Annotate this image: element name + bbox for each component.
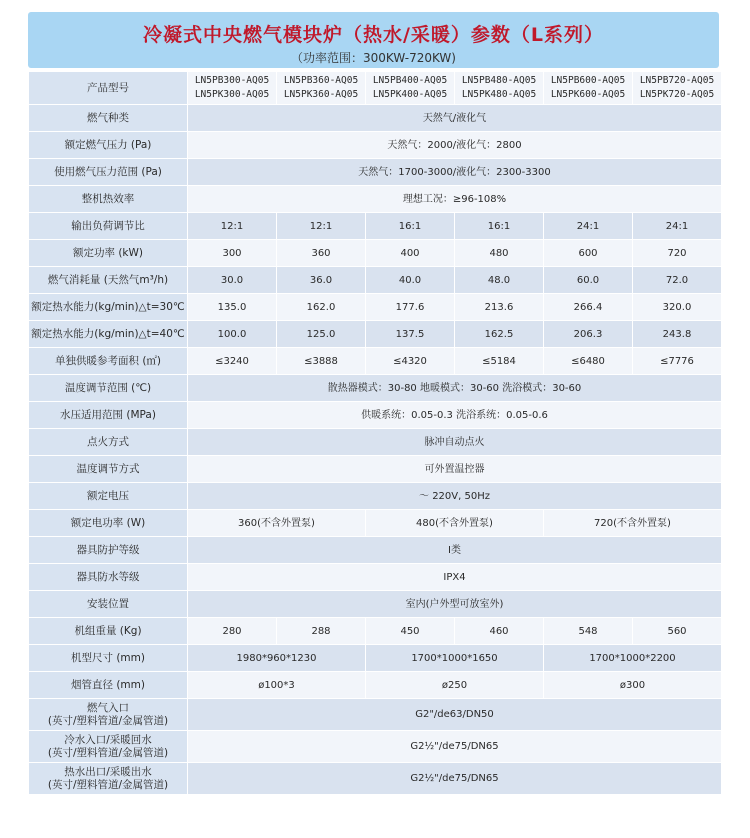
cell: 30.0 bbox=[188, 267, 277, 294]
cell: ø300 bbox=[544, 672, 722, 699]
cell: 320.0 bbox=[633, 294, 722, 321]
cell: 1700*1000*1650 bbox=[366, 645, 544, 672]
cell: 480 bbox=[455, 240, 544, 267]
cell: 供暖系统：0.05-0.3 洗浴系统：0.05-0.6 bbox=[188, 402, 722, 429]
title-banner bbox=[28, 12, 719, 68]
cell: ≤6480 bbox=[544, 348, 633, 375]
row-dimensions bbox=[29, 645, 722, 672]
row-label: 安装位置 bbox=[29, 591, 188, 618]
cell: 266.4 bbox=[544, 294, 633, 321]
row-label: 燃气入口 (英寸/塑料管道/金属管道) bbox=[29, 699, 188, 731]
cell: IPX4 bbox=[188, 564, 722, 591]
row-label: 烟管直径 (mm) bbox=[29, 672, 188, 699]
row-label: 额定热水能力(kg/min)△t=30℃ bbox=[29, 294, 188, 321]
row-electric-power bbox=[29, 510, 722, 537]
row-label: 额定热水能力(kg/min)△t=40℃ bbox=[29, 321, 188, 348]
cell: 24:1 bbox=[544, 213, 633, 240]
cell: 560 bbox=[633, 618, 722, 645]
cell: 600 bbox=[544, 240, 633, 267]
cell: 100.0 bbox=[188, 321, 277, 348]
cell: 280 bbox=[188, 618, 277, 645]
row-label: 机型尺寸 (mm) bbox=[29, 645, 188, 672]
row-power bbox=[29, 240, 722, 267]
cell: 天然气：1700-3000/液化气：2300-3300 bbox=[188, 159, 722, 186]
cell: LN5PB300-AQ05 LN5PK300-AQ05 bbox=[188, 72, 277, 105]
cell: 213.6 bbox=[455, 294, 544, 321]
row-label: 单独供暖参考面积 (㎡) bbox=[29, 348, 188, 375]
row-voltage bbox=[29, 483, 722, 510]
row-temp-range bbox=[29, 375, 722, 402]
row-label: 冷水入口/采暖回水 (英寸/塑料管道/金属管道) bbox=[29, 731, 188, 763]
cell: ≤4320 bbox=[366, 348, 455, 375]
row-turndown bbox=[29, 213, 722, 240]
row-label: 输出负荷调节比 bbox=[29, 213, 188, 240]
row-label: 整机热效率 bbox=[29, 186, 188, 213]
row-label: 水压适用范围 (MPa) bbox=[29, 402, 188, 429]
cell: 125.0 bbox=[277, 321, 366, 348]
row-label: 点火方式 bbox=[29, 429, 188, 456]
row-weight bbox=[29, 618, 722, 645]
row-label: 机组重量 (Kg) bbox=[29, 618, 188, 645]
cell: 理想工况：≥96-108% bbox=[188, 186, 722, 213]
cell: ≤5184 bbox=[455, 348, 544, 375]
row-flue bbox=[29, 672, 722, 699]
row-cold-inlet bbox=[29, 731, 722, 763]
cell: ～ 220V, 50Hz bbox=[188, 483, 722, 510]
cell: 散热器模式：30-80 地暖模式：30-60 洗浴模式：30-60 bbox=[188, 375, 722, 402]
cell: 60.0 bbox=[544, 267, 633, 294]
cell: 天然气：2000/液化气：2800 bbox=[188, 132, 722, 159]
cell: 360 bbox=[277, 240, 366, 267]
cell: ø250 bbox=[366, 672, 544, 699]
cell: 206.3 bbox=[544, 321, 633, 348]
cell: 24:1 bbox=[633, 213, 722, 240]
spec-table bbox=[28, 71, 722, 795]
row-label: 燃气种类 bbox=[29, 105, 188, 132]
row-label: 热水出口/采暖出水 (英寸/塑料管道/金属管道) bbox=[29, 763, 188, 795]
row-label: 温度调节方式 bbox=[29, 456, 188, 483]
cell: ≤3888 bbox=[277, 348, 366, 375]
cell: LN5PB600-AQ05 LN5PK600-AQ05 bbox=[544, 72, 633, 105]
row-heating-area bbox=[29, 348, 722, 375]
row-pressure-range bbox=[29, 159, 722, 186]
page-title: 冷凝式中央燃气模块炉（热水/采暖）参数（L系列） bbox=[142, 24, 605, 46]
row-label: 额定功率 (kW) bbox=[29, 240, 188, 267]
cell: 48.0 bbox=[455, 267, 544, 294]
row-ignition bbox=[29, 429, 722, 456]
cell: 243.8 bbox=[633, 321, 722, 348]
cell: ø100*3 bbox=[188, 672, 366, 699]
row-hot-outlet bbox=[29, 763, 722, 795]
row-gas-inlet bbox=[29, 699, 722, 731]
row-protection bbox=[29, 537, 722, 564]
cell: 可外置温控器 bbox=[188, 456, 722, 483]
cell: ≤7776 bbox=[633, 348, 722, 375]
row-hot-water-40 bbox=[29, 321, 722, 348]
cell: 1700*1000*2200 bbox=[544, 645, 722, 672]
cell: 天然气/液化气 bbox=[188, 105, 722, 132]
row-label: 器具防水等级 bbox=[29, 564, 188, 591]
cell: 137.5 bbox=[366, 321, 455, 348]
cell: 450 bbox=[366, 618, 455, 645]
cell: I类 bbox=[188, 537, 722, 564]
cell: 72.0 bbox=[633, 267, 722, 294]
cell: 720 bbox=[633, 240, 722, 267]
cell: LN5PB480-AQ05 LN5PK480-AQ05 bbox=[455, 72, 544, 105]
cell: 288 bbox=[277, 618, 366, 645]
cell: LN5PB360-AQ05 LN5PK360-AQ05 bbox=[277, 72, 366, 105]
row-label: 额定电压 bbox=[29, 483, 188, 510]
cell: 135.0 bbox=[188, 294, 277, 321]
cell: 1980*960*1230 bbox=[188, 645, 366, 672]
cell: LN5PB400-AQ05 LN5PK400-AQ05 bbox=[366, 72, 455, 105]
row-water-pressure bbox=[29, 402, 722, 429]
cell: 177.6 bbox=[366, 294, 455, 321]
page-subtitle: （功率范围：300KW-720KW) bbox=[291, 51, 456, 65]
cell: 400 bbox=[366, 240, 455, 267]
row-efficiency bbox=[29, 186, 722, 213]
row-rated-pressure bbox=[29, 132, 722, 159]
row-label: 额定燃气压力 (Pa) bbox=[29, 132, 188, 159]
cell: 300 bbox=[188, 240, 277, 267]
cell: 460 bbox=[455, 618, 544, 645]
row-label: 温度调节范围 (℃) bbox=[29, 375, 188, 402]
cell: 548 bbox=[544, 618, 633, 645]
cell: 480(不含外置泵) bbox=[366, 510, 544, 537]
cell: 720(不含外置泵) bbox=[544, 510, 722, 537]
cell: 162.0 bbox=[277, 294, 366, 321]
cell: ≤3240 bbox=[188, 348, 277, 375]
row-hot-water-30 bbox=[29, 294, 722, 321]
row-temp-control bbox=[29, 456, 722, 483]
cell: 40.0 bbox=[366, 267, 455, 294]
cell: 室内(户外型可放室外) bbox=[188, 591, 722, 618]
cell: G2"/de63/DN50 bbox=[188, 699, 722, 731]
cell: 脉冲自动点火 bbox=[188, 429, 722, 456]
cell: 12:1 bbox=[277, 213, 366, 240]
row-label: 使用燃气压力范围 (Pa) bbox=[29, 159, 188, 186]
cell: 36.0 bbox=[277, 267, 366, 294]
cell: LN5PB720-AQ05 LN5PK720-AQ05 bbox=[633, 72, 722, 105]
row-label: 额定电功率 (W) bbox=[29, 510, 188, 537]
cell: 162.5 bbox=[455, 321, 544, 348]
row-gas-consumption bbox=[29, 267, 722, 294]
row-gas-type bbox=[29, 105, 722, 132]
cell: 12:1 bbox=[188, 213, 277, 240]
cell: 16:1 bbox=[366, 213, 455, 240]
cell: 16:1 bbox=[455, 213, 544, 240]
cell: 360(不含外置泵) bbox=[188, 510, 366, 537]
cell: G2½"/de75/DN65 bbox=[188, 731, 722, 763]
row-label: 器具防护等级 bbox=[29, 537, 188, 564]
cell: G2½"/de75/DN65 bbox=[188, 763, 722, 795]
row-label: 燃气消耗量 (天然气m³/h) bbox=[29, 267, 188, 294]
row-waterproof bbox=[29, 564, 722, 591]
row-model bbox=[29, 72, 722, 105]
row-label: 产品型号 bbox=[29, 72, 188, 105]
row-installation bbox=[29, 591, 722, 618]
